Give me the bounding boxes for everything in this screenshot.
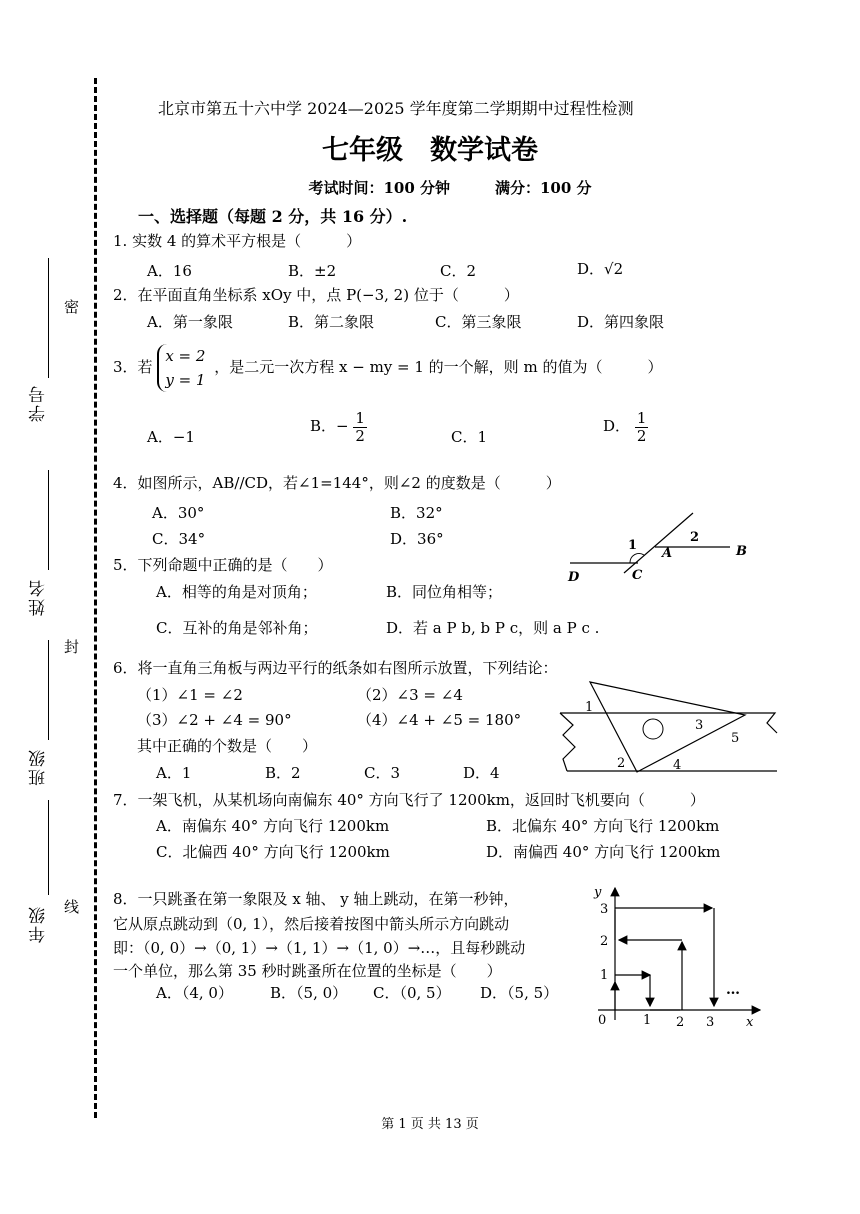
q7-option-c[interactable]: C．北偏西 40° 方向飞行 1200km [156, 843, 390, 861]
q5-option-a[interactable]: A．相等的角是对顶角； [156, 583, 317, 601]
class-blank[interactable] [48, 640, 49, 740]
fig4-label-1: 1 [628, 538, 638, 553]
q3-prefix: 3．若 [113, 358, 153, 376]
school-title: 北京市第五十六中学 2024—2025 学年度第二学期期中过程性检测 [158, 99, 634, 118]
q8-line-2: 它从原点跳动到（0, 1），然后接着按图中箭头所示方向跳动 [113, 915, 510, 933]
side-mark-mi: 密 [64, 298, 80, 316]
q3-option-b-label: B．− [310, 417, 349, 435]
fig6-strip-left [560, 713, 575, 771]
q1-option-a[interactable]: A．16 [147, 262, 192, 280]
q8-option-c[interactable]: C．（0, 5） [373, 984, 451, 1002]
fig8-origin: 0 [598, 1013, 607, 1028]
fig4-label-b: B [736, 544, 747, 559]
fig8-y1: 1 [600, 968, 609, 983]
exam-info: 考试时间：100 分钟 满分：100 分 [308, 179, 592, 197]
cut-line [94, 78, 97, 1118]
fig8-y3: 3 [600, 902, 609, 917]
q3-option-b[interactable] [310, 410, 367, 444]
fig6-triangle-hole [643, 719, 663, 739]
q4-option-c[interactable]: C．34° [152, 530, 206, 548]
q2-option-a[interactable]: A．第一象限 [147, 313, 233, 331]
q3-eq2: y = 1 [165, 371, 206, 389]
q3-option-c[interactable]: C．1 [451, 428, 488, 446]
student-id-label: 学号 [29, 384, 49, 422]
name-label: 姓名 [29, 578, 49, 616]
q6-statement-3: （3）∠2 + ∠4 = 90° [137, 711, 292, 729]
fig6-label-4: 4 [673, 758, 682, 773]
q2-option-d[interactable]: D．第四象限 [577, 313, 665, 331]
q6-statement-1: （1）∠1 = ∠2 [137, 686, 243, 704]
page-title: 七年级 数学试卷 [322, 135, 538, 166]
q4-stem: 4．如图所示，AB//CD，若∠1=144°，则∠2 的度数是（ ） [113, 474, 561, 492]
q2-stem: 2．在平面直角坐标系 xOy 中，点 P(−3, 2) 位于（ ） [113, 286, 519, 304]
q5-stem: 5．下列命题中正确的是（ ） [113, 556, 333, 574]
q8-option-d[interactable]: D．（5, 5） [480, 984, 559, 1002]
q3-stem [113, 344, 662, 392]
fig8-ellipsis: … [726, 982, 740, 998]
q6-stem: 6．将一直角三角板与两边平行的纸条如右图所示放置，下列结论： [113, 659, 558, 677]
q8-line-3: 即：（0, 0）→（0, 1）→（1, 1）→（1, 0）→…，且每秒跳动 [113, 939, 526, 957]
fig8-path [615, 908, 714, 1010]
q5-option-d[interactable]: D．若 a P b, b P c，则 a P c . [386, 619, 600, 637]
figure-q4 [560, 505, 760, 585]
name-blank[interactable] [48, 470, 49, 570]
q1-option-c[interactable]: C．2 [440, 262, 477, 280]
q3-option-b-fraction: $\frac{1}{2}$ [355, 409, 365, 445]
fig6-label-1: 1 [585, 700, 594, 715]
q3-option-d-label: D． [603, 417, 631, 435]
side-mark-xian: 线 [64, 898, 80, 916]
q6-question: 其中正确的个数是（ ） [137, 737, 318, 755]
fig6-label-2: 2 [617, 756, 626, 771]
fig8-y2: 2 [600, 934, 609, 949]
class-label: 班级 [29, 748, 49, 786]
figure-q8 [588, 880, 768, 1030]
grade-label: 年级 [29, 905, 49, 943]
fig4-label-a: A [662, 546, 673, 561]
q4-option-b[interactable]: B．32° [390, 504, 443, 522]
fig8-x1: 1 [643, 1013, 652, 1028]
fig4-label-2: 2 [690, 530, 700, 545]
fig6-strip-top [560, 713, 777, 733]
grade-blank[interactable] [48, 800, 49, 895]
q8-option-b[interactable]: B．（5, 0） [270, 984, 348, 1002]
q6-option-a[interactable]: A．1 [156, 764, 192, 782]
q3-option-d[interactable] [603, 410, 648, 444]
q3-option-a[interactable]: A．−1 [147, 428, 195, 446]
side-mark-feng: 封 [64, 638, 80, 656]
figure-q6 [555, 677, 785, 777]
q3-equation-system [157, 344, 209, 392]
fig6-triangle [590, 682, 745, 772]
q5-option-b[interactable]: B．同位角相等； [386, 583, 503, 601]
fig4-label-c: C [632, 568, 643, 583]
section-heading: 一、选择题（每题 2 分，共 16 分）. [138, 207, 408, 226]
q7-option-b[interactable]: B．北偏东 40° 方向飞行 1200km [486, 817, 720, 835]
q3-eq1: x = 2 [165, 347, 206, 365]
fig8-x2: 2 [676, 1015, 685, 1030]
q8-line-1: 8．一只跳蚤在第一象限及 x 轴、 y 轴上跳动，在第一秒钟， [113, 890, 519, 908]
q1-stem: 1. 实数 4 的算术平方根是（ ） [113, 232, 362, 250]
q6-statement-4: （4）∠4 + ∠5 = 180° [357, 711, 522, 729]
q6-option-b[interactable]: B．2 [265, 764, 301, 782]
q4-option-a[interactable]: A．30° [152, 504, 205, 522]
q6-option-c[interactable]: C．3 [364, 764, 401, 782]
q1-option-b[interactable]: B．±2 [288, 262, 337, 280]
fig8-x3: 3 [706, 1015, 715, 1030]
fig6-label-3: 3 [695, 718, 704, 733]
q1-option-d[interactable]: D．√2 [577, 260, 624, 278]
q7-option-d[interactable]: D．南偏西 40° 方向飞行 1200km [486, 843, 721, 861]
q7-stem: 7．一架飞机，从某机场向南偏东 40° 方向飞行了 1200km，返回时飞机要向（ ） [113, 791, 705, 809]
q5-option-c[interactable]: C．互补的角是邻补角； [156, 619, 318, 637]
q4-option-d[interactable]: D．36° [390, 530, 444, 548]
q6-option-d[interactable]: D．4 [463, 764, 500, 782]
q8-option-a[interactable]: A．（4, 0） [156, 984, 233, 1002]
fig8-x-label: x [746, 1015, 754, 1030]
page-number: 第 1 页 共 13 页 [381, 1117, 479, 1132]
q3-option-d-fraction: $\frac{1}{2}$ [636, 409, 647, 445]
q8-line-4: 一个单位，那么第 35 秒时跳蚤所在位置的坐标是（ ） [113, 962, 502, 980]
fig4-label-d: D [568, 570, 580, 585]
q6-statement-2: （2）∠3 = ∠4 [357, 686, 463, 704]
q3-suffix: ，是二元一次方程 x − my = 1 的一个解，则 m 的值为（ ） [214, 358, 663, 376]
q2-option-b[interactable]: B．第二象限 [288, 313, 375, 331]
q7-option-a[interactable]: A．南偏东 40° 方向飞行 1200km [156, 817, 390, 835]
q2-option-c[interactable]: C．第三象限 [435, 313, 522, 331]
student-id-blank[interactable] [48, 258, 49, 378]
fig6-label-5: 5 [731, 731, 740, 746]
fig8-y-label: y [594, 885, 602, 900]
